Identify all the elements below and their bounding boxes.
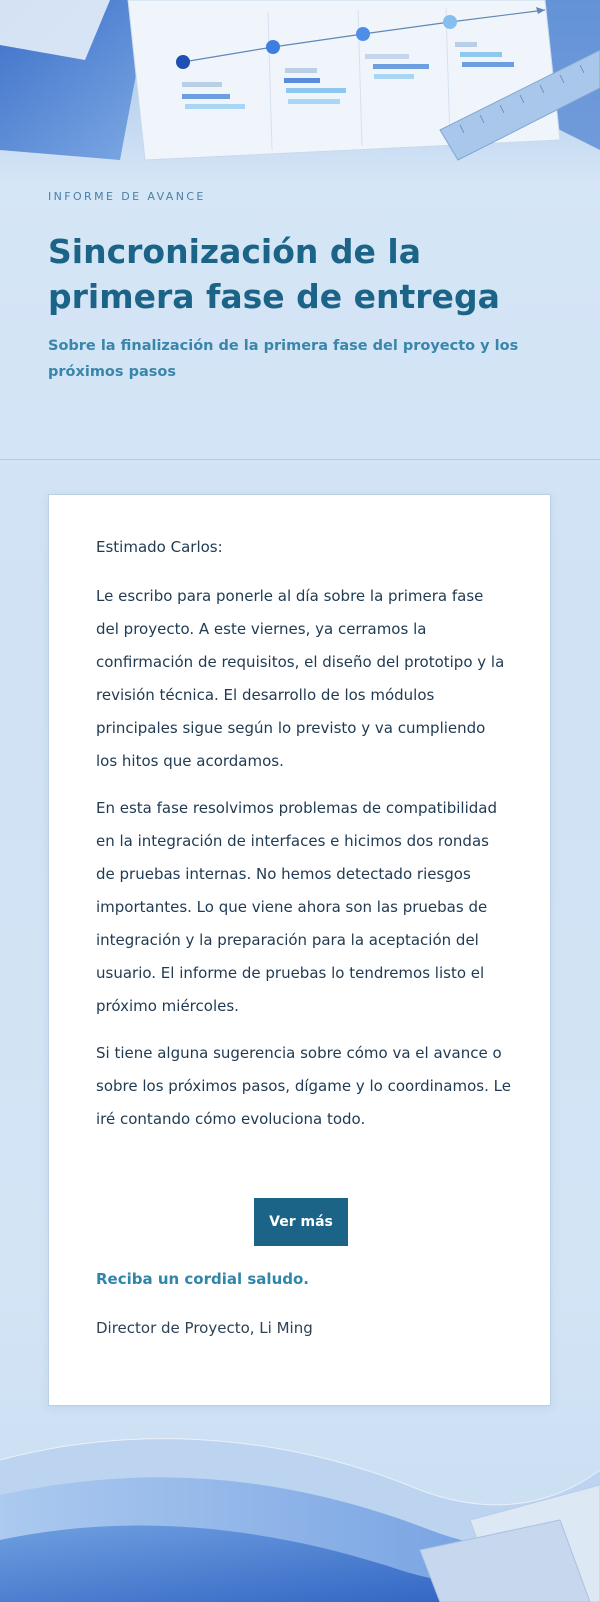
footer-illustration [0,1400,600,1602]
letter-card [48,494,551,1406]
paragraph-2: En esta fase resolvimos problemas de compatibilidad en la integración de interfaces e hicimos dos rondas de pruebas internas. No hemos detectado riesgos importantes. Lo que viene ahora son las pruebas de integración y la preparación para la aceptación del usuario. El informe de pruebas lo tendremos listo el próximo miércoles. [96,799,497,1015]
page-title: Sincronización de la primera fase de entrega [48,232,500,316]
paragraph-1: Le escribo para ponerle al día sobre la primera fase del proyecto. A este viernes, ya cerramos la confirmación de requisitos, el diseño del prototipo y la revisión técnica. El desarrollo de los módulos principales sigue según lo previsto y va cumpliendo los hitos que acordamos. [96,587,505,770]
greeting: Estimado Carlos: [96,538,223,556]
signature: Director de Proyecto, Li Ming [96,1319,313,1337]
header [0,0,600,460]
header-divider [0,459,600,460]
see-more-button[interactable]: Ver más [254,1198,348,1246]
paragraph-3: Si tiene alguna sugerencia sobre cómo va el avance o sobre los próximos pasos, dígame y lo coordinamos. Le iré contando cómo evoluciona todo. [96,1044,511,1128]
page-subtitle: Sobre la finalización de la primera fase del proyecto y los próximos pasos [48,338,519,380]
hero-illustration [0,0,600,190]
letter-body [96,536,511,1150]
eyebrow-label: INFORME DE AVANCE [48,190,206,203]
closing-line: Reciba un cordial saludo. [96,1270,309,1288]
